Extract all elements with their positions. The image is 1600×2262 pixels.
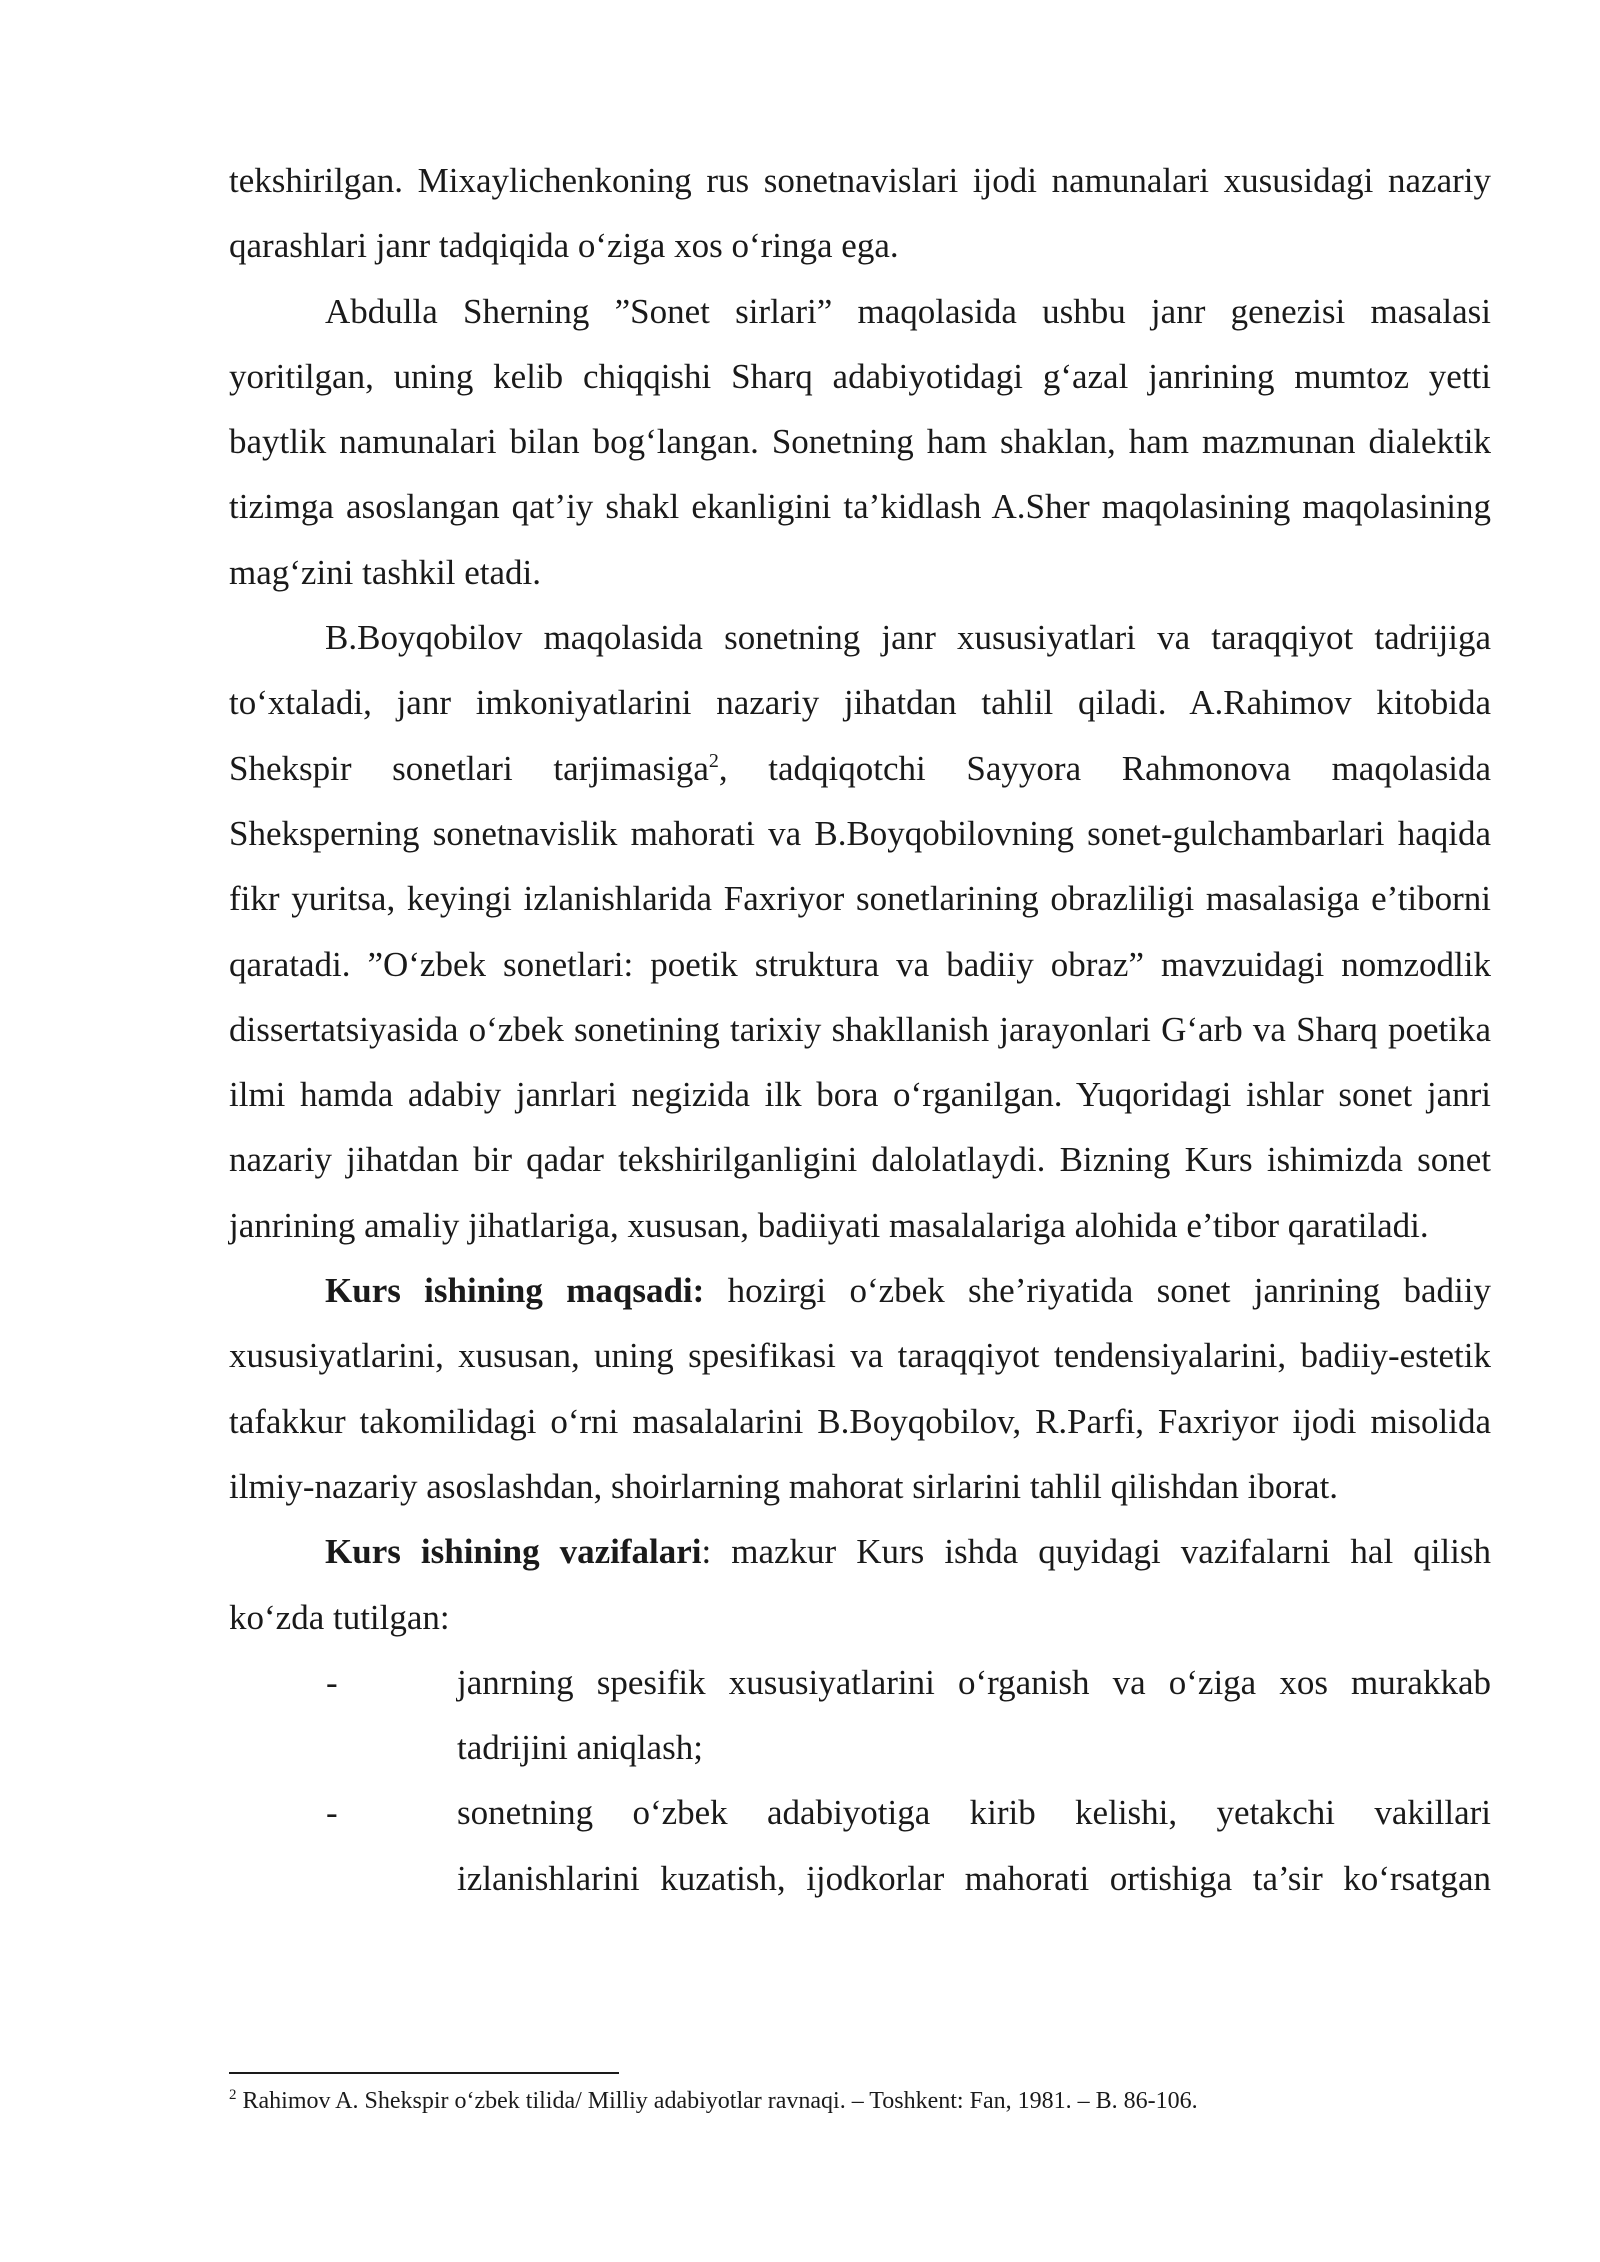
footnote <box>229 2084 1491 2118</box>
paragraph-tasks <box>229 1519 1491 1650</box>
paragraph-continuation: tekshirilgan. Mixaylichenkoning rus sonetnavislari ijodi namunalari xususidagi nazariy qarashlari janr tadqiqida o‘ziga xos o‘ringa ega. <box>229 161 1491 266</box>
footnote-separator <box>229 2072 619 2074</box>
paragraph-abdulla-sher: Abdulla Sherning ”Sonet sirlari” maqolasida ushbu janr genezisi masalasi yoritilgan, uning kelib chiqqishi Sharq adabiyotidagi g‘azal janrining mumtoz yetti baytlik namunalari bilan bog‘langan. Sonetning ham shaklan, ham mazmunan dialektik tizimga asoslangan qat’iy shakl ekanligini ta’kidlash A.Sher maqolasining maqolasining mag‘zini tashkil etadi. <box>229 291 1491 592</box>
tasks-heading: Kurs ishining vazifalari <box>325 1532 702 1572</box>
list-item <box>229 1780 1491 1911</box>
paragraph-text-part: B.Boyqobilov maqolasida sonetning janr xususiyatlari va taraqqiyot tadrijiga to‘xtaladi, janr imkoniyatlarini nazariy jihatdan tahlil qiladi. A.Rahimov kitobida Shekspir sonetlari tarjimasiga <box>229 618 1491 788</box>
tasks-list <box>229 1650 1491 1911</box>
footnote-reference[interactable]: 2 <box>708 749 719 772</box>
footnote-number: 2 <box>229 2087 237 2103</box>
purpose-heading: Kurs ishining maqsadi: <box>325 1271 705 1311</box>
paragraph-boyqobilov <box>229 605 1491 1258</box>
tasks-text: : mazkur Kurs ishda quyidagi vazifalarni hal qilish ko‘zda tutilgan: <box>229 1532 1491 1637</box>
purpose-text: hozirgi o‘zbek she’riyatida sonet janrining badiiy xususiyatlarini, xususan, uning spesifikasi va taraqqiyot tendensiyalarini, badiiy-estetik tafakkur takomilidagi o‘rni masalalarini B.Boyqobilov, R.Parfi, Faxriyor ijodi misolida ilmiy-nazariy asoslashdan, shoirlarning mahorat sirlarini tahlil qilishdan iborat. <box>229 1271 1491 1506</box>
paragraph-text-part: , tadqiqotchi Sayyora Rahmonova maqolasida Sheksperning sonetnavislik mahorati va B.Boyqobilovning sonet-gulchambarlari haqida fikr yuritsa, keyingi izlanishlarida Faxriyor sonetlarining obrazliligi masalasiga e’tiborni qaratadi. ”O‘zbek sonetlari: poetik struktura va badiiy obraz” mavzuidagi nomzodlik dissertatsiyasida o‘zbek sonetining tarixiy shakllanish jarayonlari G‘arb va Sharq poetika ilmi hamda adabiy janrlari negizida ilk bora o‘rganilgan. Yuqoridagi ishlar sonet janri nazariy jihatdan bir qadar tekshirilganligini dalolatlaydi. Bizning Kurs ishimizda sonet janrining amaliy jihatlariga, xususan, badiiyati masalalariga alohida e’tibor qaratiladi. <box>229 748 1491 1245</box>
paragraph-purpose <box>229 1258 1491 1519</box>
list-item <box>229 1650 1491 1781</box>
list-dash-marker: - <box>326 1662 338 1702</box>
footnote-text: Rahimov A. Shekspir o‘zbek tilida/ Milliy adabiyotlar ravnaqi. – Toshkent: Fan, 1981. – B. 86-106. <box>236 2088 1198 2114</box>
list-item-text: sonetning o‘zbek adabiyotiga kirib kelishi, yetakchi vakillari izlanishlarini kuzatish, ijodkorlar mahorati ortishiga ta’sir ko‘rsatgan <box>457 1793 1491 1898</box>
document-body <box>229 148 1491 1911</box>
list-item-text: janrning spesifik xususiyatlarini o‘rganish va o‘ziga xos murakkab tadrijini aniqlash; <box>457 1662 1491 1768</box>
list-dash-marker: - <box>326 1793 338 1833</box>
